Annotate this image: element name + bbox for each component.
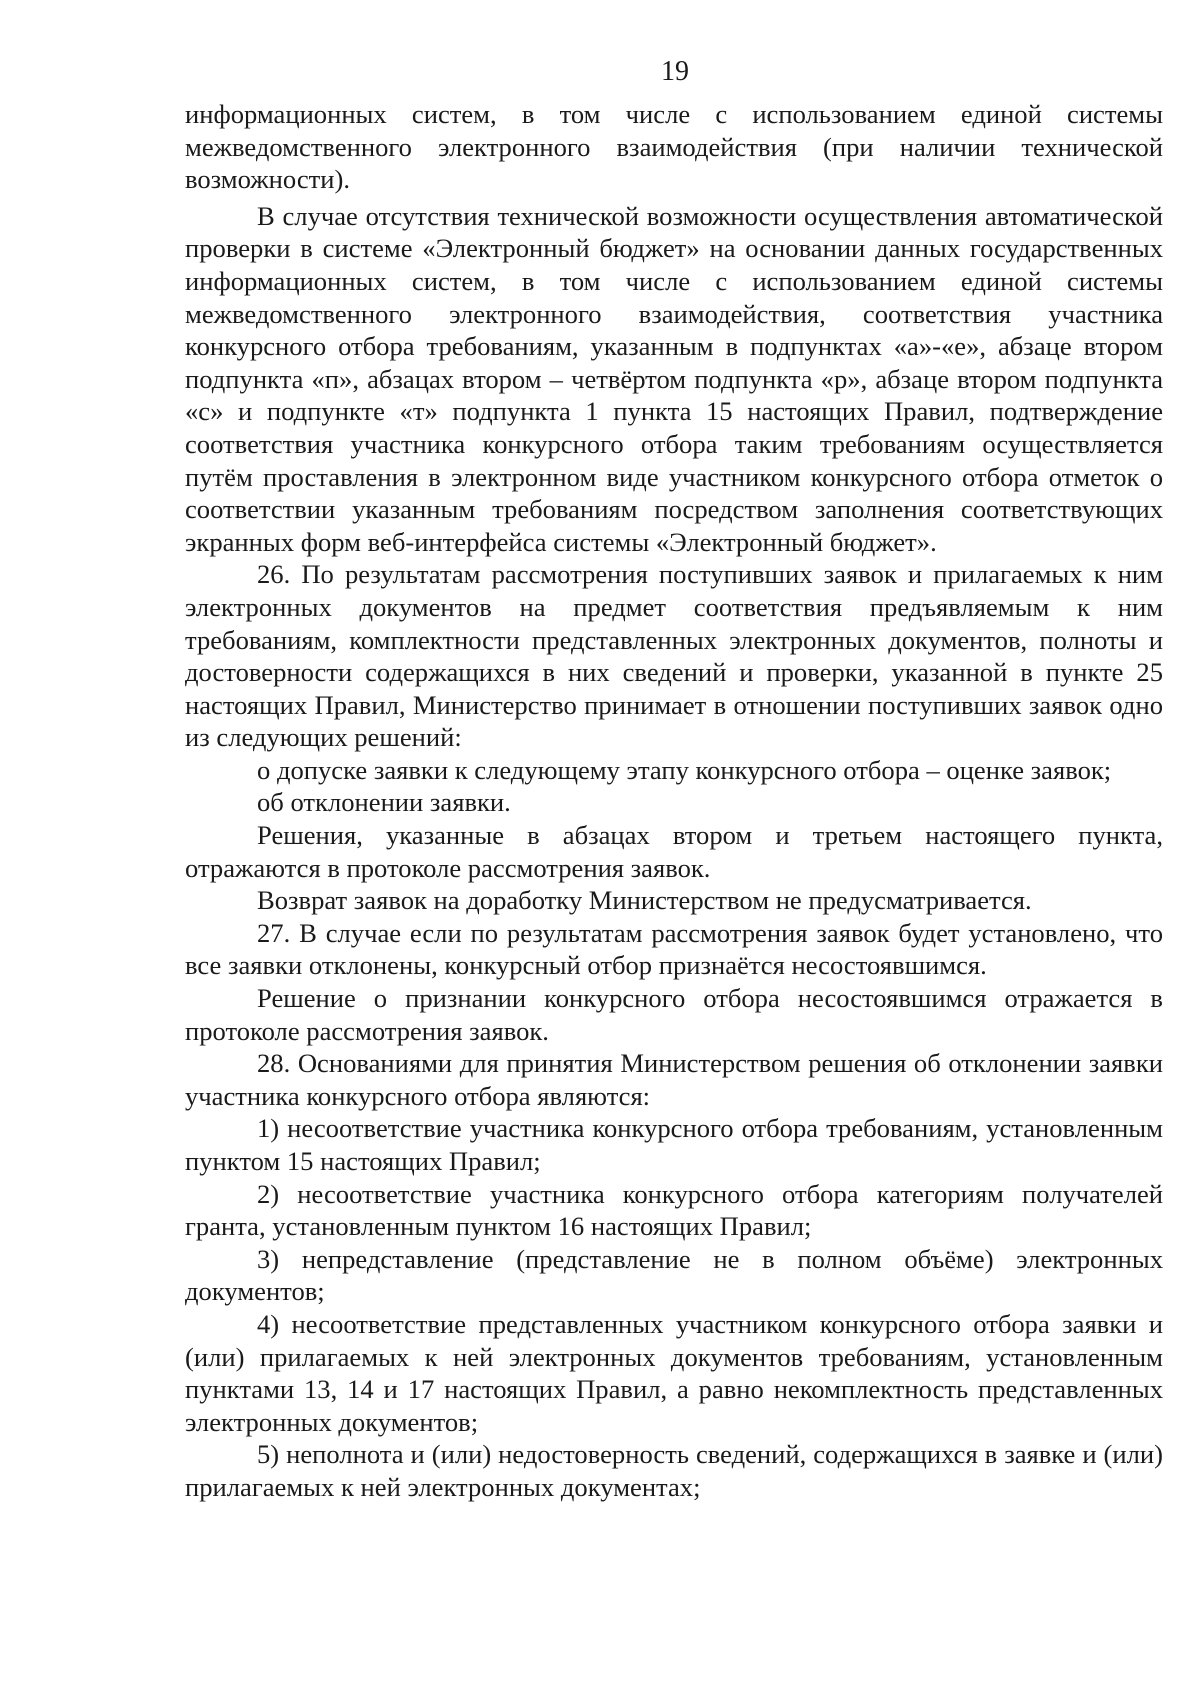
paragraph-technical-check: В случае отсутствия технической возможности осуществления автоматической проверки в системе «Электронный бюджет» на основании данных государственных информационных систем, в том числе с использованием единой системы межведомственного электронного взаимодействия, соответствия участника конкурсного отбора требованиям, указанным в подпунктах «а»-«е», абзаце втором подпункта «п», абзацах втором – четвёртом подпункта «р», абзаце втором подпункта «с» и подпункте «т» подпункта 1 пункта 15 настоящих Правил, подтверждение соответствия участника конкурсного отбора таким требованиям осуществляется путём проставления в электронном виде участником конкурсного отбора отметок о соответствии указанным требованиям посредством заполнения соответствующих экранных форм веб-интерфейса системы «Электронный бюджет».	[185, 200, 1163, 557]
paragraph-no-return: Возврат заявок на доработку Министерством не предусматривается.	[257, 885, 1032, 916]
list-item-4: 4) несоответствие представленных участником конкурсного отбора заявки и (или) прилагаемых к ней электронных документов требованиям, установленным пунктами 13, 14 и 17 настоящих Правил, а равно некомплектность представленных электронных документов;	[185, 1308, 1163, 1437]
decision-admit: о допуске заявки к следующему этапу конкурсного отбора – оценке заявок;	[257, 754, 1112, 785]
paragraph-26: 26. По результатам рассмотрения поступивших заявок и прилагаемых к ним электронных документов на предмет соответствия предъявляемым к ним требованиям, комплектности представленных электронных документов, полноты и достоверности содержащихся в них сведений и проверки, указанной в пункте 25 настоящих Правил, Министерство принимает в отношении поступивших заявок одно из следующих решений:	[185, 559, 1163, 753]
paragraph-decisions-protocol: Решения, указанные в абзацах втором и третьем настоящего пункта, отражаются в протоколе рассмотрения заявок.	[185, 820, 1163, 883]
paragraph-27-protocol: Решение о признании конкурсного отбора несостоявшимся отражается в протоколе рассмотрения заявок.	[185, 983, 1163, 1046]
decision-reject: об отклонении заявки.	[257, 787, 511, 818]
paragraph-continuation: информационных систем, в том числе с использованием единой системы межведомственного электронного взаимодействия (при наличии технической возможности).	[185, 99, 1163, 195]
list-item-1: 1) несоответствие участника конкурсного отбора требованиям, установленным пунктом 15 настоящих Правил;	[185, 1113, 1163, 1176]
paragraph-27: 27. В случае если по результатам рассмотрения заявок будет установлено, что все заявки отклонены, конкурсный отбор признаётся несостоявшимся.	[185, 917, 1163, 981]
page-number: 19	[661, 56, 689, 87]
paragraph-28: 28. Основаниями для принятия Министерством решения об отклонении заявки участника конкурсного отбора являются:	[185, 1048, 1163, 1111]
list-item-2: 2) несоответствие участника конкурсного отбора категориям получателей гранта, установленным пунктом 16 настоящих Правил;	[185, 1178, 1163, 1242]
list-item-3: 3) непредставление (представление не в полном объёме) электронных документов;	[185, 1243, 1163, 1307]
list-item-5: 5) неполнота и (или) недостоверность сведений, содержащихся в заявке и (или) прилагаемых к ней электронных документах;	[185, 1439, 1163, 1502]
document-body	[185, 98, 1163, 1504]
